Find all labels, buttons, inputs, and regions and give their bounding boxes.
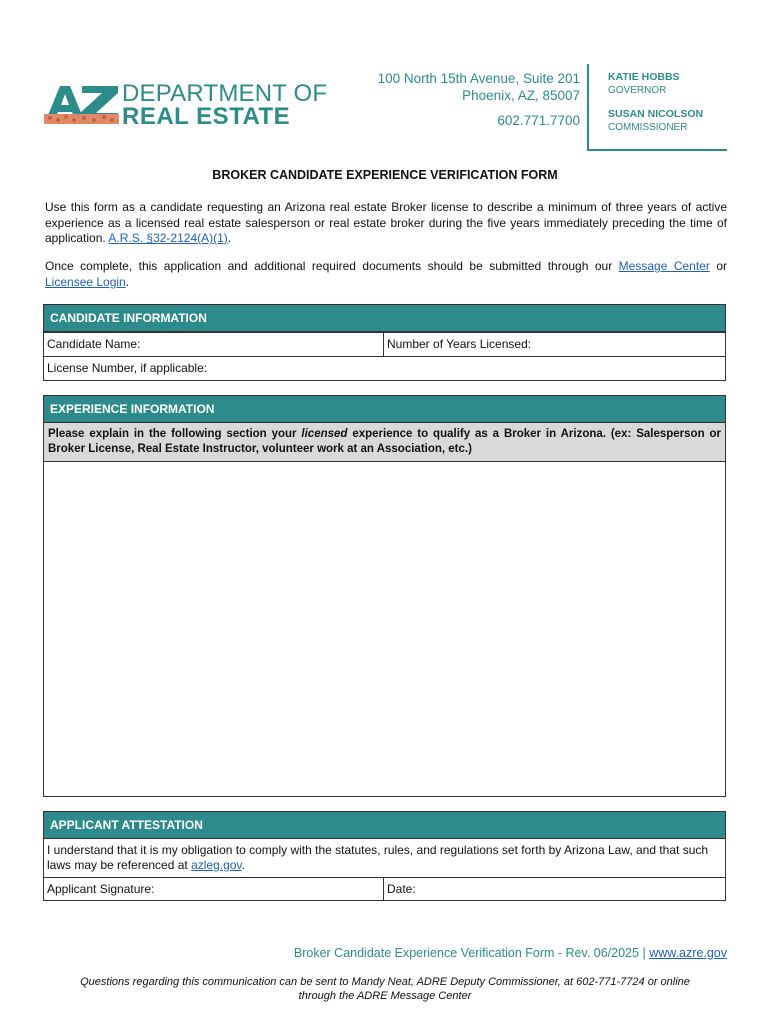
governor-title: GOVERNOR xyxy=(608,85,667,96)
form-title: BROKER CANDIDATE EXPERIENCE VERIFICATION FORM xyxy=(212,168,558,182)
attestation-section xyxy=(43,811,726,901)
attestation-text: I understand that it is my obligation to comply with the statutes, rules, and regulations set forth by Arizona Law, and that such laws may be referenced at xyxy=(47,843,709,872)
candidate-name-label: Candidate Name: xyxy=(47,337,141,351)
signature-row xyxy=(44,878,725,900)
footer-separator: | xyxy=(642,946,646,960)
license-number-label: License Number, if applicable: xyxy=(47,361,208,375)
azleg-link[interactable]: azleg.gov xyxy=(191,858,242,872)
contact-line2: through the ADRE Message Center xyxy=(298,990,472,1002)
submit-text: Once complete, this application and additional required documents should be submitted through our xyxy=(45,259,613,273)
footer-contact xyxy=(60,975,710,1003)
form-revision: Broker Candidate Experience Verification Form - Rev. 06/2025 xyxy=(293,946,639,960)
intro-text: Use this form as a candidate requesting an Arizona real estate Broker license to describe a minimum of three years of active experience as a licensed real estate salesperson or real estate broker during the five years immediately preceding the time of application. xyxy=(45,200,727,245)
address-line2: Phoenix, AZ, 85007 xyxy=(462,88,580,103)
phone-number: 602.771.7700 xyxy=(497,113,580,128)
years-licensed-label: Number of Years Licensed: xyxy=(387,337,532,351)
submit-paragraph: Once complete, this application and additional required documents should be submitted through our Message Center or Licensee Login. xyxy=(45,259,727,289)
experience-heading: EXPERIENCE INFORMATION xyxy=(44,396,725,423)
statute-link[interactable]: A.R.S. §32-2124(A)(1) xyxy=(108,231,228,245)
message-center-link[interactable]: Message Center xyxy=(618,259,710,273)
experience-prompt xyxy=(44,423,725,462)
date-label: Date: xyxy=(387,882,416,896)
header-divider xyxy=(587,64,589,150)
experience-section xyxy=(43,395,726,797)
governor-name: KATIE HOBBS xyxy=(608,71,680,83)
attestation-heading: APPLICANT ATTESTATION xyxy=(44,812,725,839)
intro-paragraph: Use this form as a candidate requesting an Arizona real estate Broker license to describe a minimum of three years of active experience as a licensed real estate salesperson or real estate broker during the five years immediately preceding the time of application. A.R.S. §32-2124(A)(1). xyxy=(45,200,727,245)
commissioner-name: SUSAN NICOLSON xyxy=(608,108,704,120)
contact-line1: Questions regarding this communication can be sent to Mandy Neat, ADRE Deputy Commissioner, at 602-771-7724 or online xyxy=(80,976,690,988)
az-logo-icon xyxy=(44,80,124,130)
prompt-before: Please explain in the following section your xyxy=(48,428,297,440)
logo-text-line2: REAL ESTATE xyxy=(122,103,291,130)
years-licensed-field[interactable] xyxy=(383,333,725,356)
date-field[interactable] xyxy=(383,878,725,900)
submit-or: or xyxy=(716,259,727,273)
logo-text-line1: DEPARTMENT OF xyxy=(122,80,328,107)
commissioner-title: COMMISSIONER xyxy=(608,122,688,133)
candidate-name-field[interactable] xyxy=(44,333,383,356)
experience-textarea[interactable] xyxy=(44,462,725,796)
website-link[interactable]: www.azre.gov xyxy=(649,946,727,960)
signature-field[interactable] xyxy=(44,878,383,900)
prompt-after: experience to qualify as a Broker in Arizona. (ex: Salesperson or Broker License, Real Estate Instructor, volunteer work at an Association, etc.) xyxy=(48,428,721,455)
address-line1: 100 North 15th Avenue, Suite 201 xyxy=(377,71,580,86)
license-number-field[interactable] xyxy=(44,357,725,380)
attestation-text-block: I understand that it is my obligation to comply with the statutes, rules, and regulations set forth by Arizona Law, and that such laws may be referenced at azleg.gov. xyxy=(44,839,725,878)
footer-revision xyxy=(0,946,727,960)
prompt-italic: licensed xyxy=(301,428,348,440)
candidate-row-1 xyxy=(44,332,725,356)
candidate-heading: CANDIDATE INFORMATION xyxy=(44,305,725,332)
signature-label: Applicant Signature: xyxy=(47,882,155,896)
header-rule xyxy=(587,149,727,151)
candidate-section xyxy=(43,304,726,381)
licensee-login-link[interactable]: Licensee Login xyxy=(45,274,126,289)
candidate-row-2 xyxy=(44,356,725,380)
